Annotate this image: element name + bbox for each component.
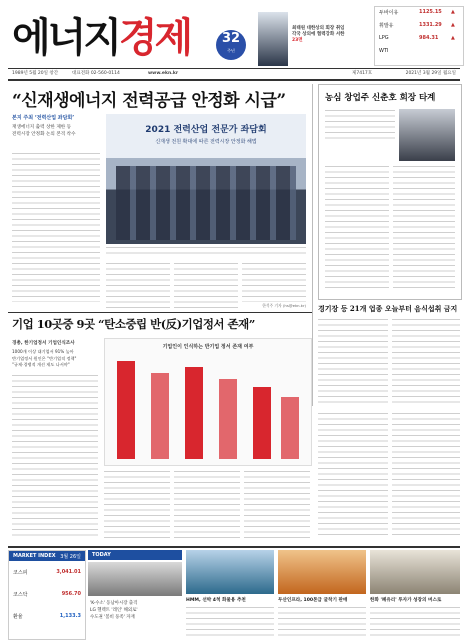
ticker-row bbox=[375, 48, 463, 59]
market-index-title: MARKET INDEX bbox=[13, 553, 56, 559]
bottom-photo-2 bbox=[278, 550, 366, 594]
chart-bar bbox=[219, 379, 237, 459]
column-box bbox=[318, 84, 462, 300]
chart-bar bbox=[151, 373, 169, 459]
bottom-photo-1 bbox=[186, 550, 274, 594]
today-box bbox=[88, 550, 182, 638]
side-story-body-1 bbox=[318, 318, 388, 406]
market-row bbox=[13, 569, 81, 581]
ticker-label: 휘발유 bbox=[379, 23, 394, 29]
bottom-photo-3 bbox=[370, 550, 460, 594]
second-kicker: 경총, 한기업정서 기업인식조사 bbox=[12, 341, 75, 346]
market-row-value: 1,133.3 bbox=[59, 613, 81, 619]
market-row-value: 956.70 bbox=[61, 591, 81, 597]
anniversary-badge bbox=[216, 30, 246, 60]
masthead-title-black: 에너지 bbox=[12, 15, 119, 61]
today-item: 수도권 '봄비 풍족' 자재 bbox=[90, 615, 135, 620]
column-body-2 bbox=[393, 165, 455, 291]
dateline-rule-bottom bbox=[8, 79, 460, 81]
bottom-story-body bbox=[278, 606, 366, 638]
masthead-title-red: 경제 bbox=[118, 15, 191, 61]
ticker-value: 1331.29 bbox=[419, 22, 442, 28]
column-body-1 bbox=[325, 165, 389, 291]
dateline-date: 2021년 3월 29일 월요일 bbox=[405, 71, 456, 76]
market-row-label: 코스피 bbox=[13, 570, 28, 576]
lead-sub-1: 재생에너지 출력 상한 제한 등 bbox=[12, 125, 72, 130]
lead-banner-sub: 신재생 전원 확대에 따른 전력시장 안정화 해법 bbox=[155, 139, 257, 145]
chart-bar bbox=[117, 361, 135, 459]
second-rule bbox=[8, 312, 312, 313]
second-body-1 bbox=[12, 374, 98, 538]
chart-bar bbox=[185, 367, 203, 459]
column-portrait bbox=[399, 109, 455, 161]
today-list bbox=[90, 600, 182, 621]
ticker-value: 984.31 bbox=[419, 35, 439, 41]
market-row bbox=[13, 613, 81, 625]
side-story-body-3 bbox=[318, 412, 388, 538]
dateline bbox=[8, 70, 460, 78]
lead-sub-2: 전력시장 안정화 논의 본격 착수 bbox=[12, 132, 76, 137]
today-item: 'K-수소' 동남아시장 출격 bbox=[90, 601, 138, 606]
today-photo bbox=[88, 562, 182, 596]
second-chart-title: 기업인이 인식하는 반기업 정서 존재 여부 bbox=[162, 344, 254, 350]
ticker-row bbox=[375, 9, 463, 20]
ticker-arrow: ▲ bbox=[451, 22, 455, 28]
column-sub bbox=[325, 109, 395, 143]
market-row bbox=[13, 591, 81, 603]
ticker-arrow: ▲ bbox=[451, 9, 455, 15]
masthead-promo-page: 23면 bbox=[292, 38, 303, 43]
ticker-row bbox=[375, 35, 463, 46]
second-body-4 bbox=[244, 470, 310, 538]
lead-kicker: 본지 주최 ‘전력산업 좌담회’ bbox=[12, 115, 75, 121]
lead-photo bbox=[106, 114, 306, 244]
bottom-rule bbox=[8, 546, 460, 548]
second-chart bbox=[104, 338, 312, 466]
column-divider bbox=[312, 84, 313, 406]
market-index-header bbox=[9, 551, 85, 561]
masthead bbox=[12, 6, 190, 63]
lead-body-text bbox=[12, 152, 100, 302]
market-index-date: 3월 26일 bbox=[60, 554, 81, 560]
today-item: LG 헬렉트 '레인' 해외로' bbox=[90, 608, 138, 613]
market-row-label: 코스닥 bbox=[13, 592, 28, 598]
second-headline: 기업 10곳중 9곳 “탄소중립 반(反)기업정서 존재” bbox=[12, 317, 255, 331]
market-row-label: 환율 bbox=[13, 614, 23, 620]
side-story-body-2 bbox=[392, 318, 460, 406]
dateline-founded: 1989년 5월 20일 창간 bbox=[12, 71, 59, 76]
second-body-3 bbox=[174, 470, 240, 538]
side-story-body-4 bbox=[392, 412, 460, 538]
market-index bbox=[8, 550, 86, 640]
lead-photo-caption bbox=[106, 246, 306, 256]
second-sub-3: "규제·경쟁적 개선 제도 나서야" bbox=[12, 362, 70, 367]
lead-headline: “신재생에너지 전력공급 안정화 시급” bbox=[12, 91, 286, 111]
masthead-promo bbox=[292, 26, 364, 44]
dateline-rule-top bbox=[8, 68, 460, 69]
masthead-portrait bbox=[258, 12, 288, 66]
lead-byline: 한석주 기자 (hs@ekn.kr) bbox=[262, 303, 306, 308]
side-story-headline: 경기장 등 21개 업종 오늘부터 음식섭취 금지 bbox=[318, 304, 458, 313]
masthead-promo-line-1: 최태원 대한상의 회장 취임 bbox=[292, 26, 345, 31]
anniversary-number: 32 bbox=[221, 31, 241, 46]
dateline-phone: 대표전화 02-560-0114 bbox=[72, 71, 120, 76]
lead-body-col-2 bbox=[106, 262, 170, 310]
second-sub-1: 1000개 이상 대기업서 91% 높아 bbox=[12, 349, 74, 354]
dateline-issue: 제7417호 bbox=[352, 71, 373, 76]
second-summary bbox=[12, 340, 98, 369]
bottom-story-headline: 한화 '폐유리' 투자가 성장의 버스로 bbox=[370, 598, 442, 603]
column-headline: 농심 창업주 신춘호 회장 타계 bbox=[325, 93, 436, 103]
today-title: TODAY bbox=[88, 550, 182, 560]
masthead-promo-line-2: 각국 상의에 협력강화 서한 bbox=[292, 32, 345, 37]
ticker-label: LPG bbox=[379, 35, 389, 41]
lead-summary bbox=[12, 114, 102, 138]
lead-body-col-4 bbox=[242, 262, 306, 302]
dateline-site: www.ekn.kr bbox=[148, 71, 179, 76]
ticker-row bbox=[375, 22, 463, 33]
chart-bar bbox=[253, 387, 271, 459]
second-sub-2: 반기업정서 원인은 "반기업적 정책" bbox=[12, 355, 77, 361]
ticker-label: WTI bbox=[379, 48, 389, 54]
market-row-value: 3,041.01 bbox=[56, 569, 81, 575]
bottom-story-headline: 두산인프라, 100톤급 굴착기 판매 bbox=[278, 598, 348, 603]
bottom-story-headline: HMM, 선박 4척 화물용 추천 bbox=[186, 598, 246, 603]
ticker-value: 1125.15 bbox=[419, 9, 442, 15]
ticker-arrow: ▲ bbox=[451, 35, 455, 41]
anniversary-sub: 주년 bbox=[227, 48, 235, 53]
bottom-story-body bbox=[370, 606, 460, 638]
lead-banner-title: 2021 전력산업 전문가 좌담회 bbox=[145, 125, 267, 135]
price-ticker bbox=[374, 6, 464, 66]
lead-body-col-3 bbox=[174, 262, 238, 310]
chart-bar bbox=[281, 397, 299, 459]
lead-photo-people bbox=[116, 166, 296, 240]
ticker-label: 두바이유 bbox=[379, 10, 399, 16]
second-body-2 bbox=[104, 470, 170, 538]
bottom-story-body bbox=[186, 606, 274, 638]
